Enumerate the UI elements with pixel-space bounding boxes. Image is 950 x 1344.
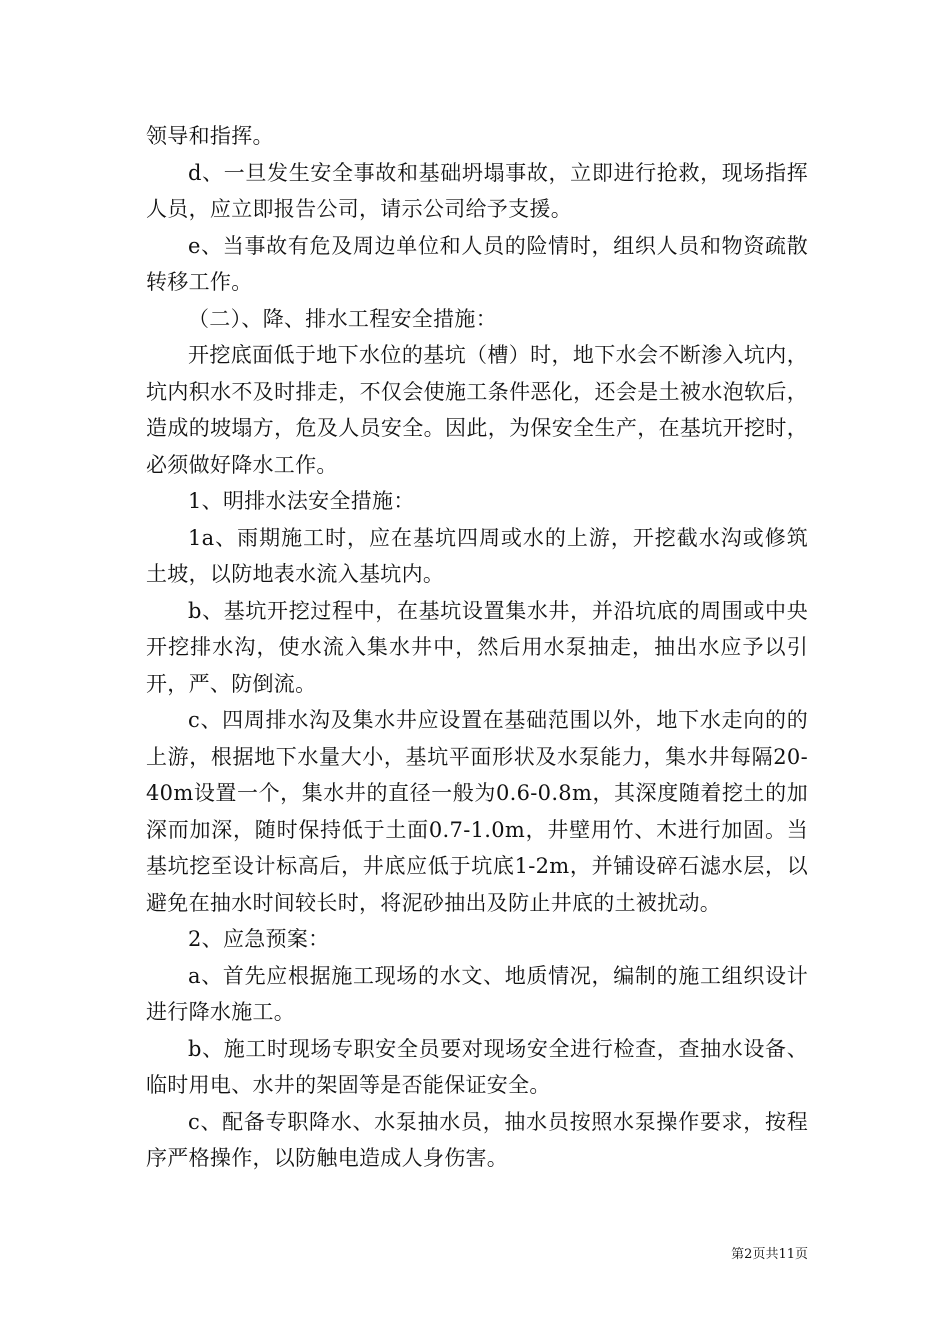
paragraph: b、施工时现场专职安全员要对现场安全进行检查，查抽水设备、临时用电、水井的架固等是否能保证安全。	[146, 1036, 808, 1097]
paragraph: c、配备专职降水、水泵抽水员，抽水员按照水泵操作要求，按程序严格操作，以防触电造成人身伤害。	[146, 1109, 808, 1170]
document-body	[146, 118, 808, 1177]
paragraph: d、一旦发生安全事故和基础坍塌事故，立即进行抢救，现场指挥人员，应立即报告公司，请示公司给予支援。	[146, 160, 808, 221]
paragraph: 2、应急预案：	[188, 927, 330, 951]
paragraph: （二）、降、排水工程安全措施：	[188, 306, 497, 331]
paragraph: b、基坑开挖过程中，在基坑设置集水井，并沿坑底的周围或中央开挖排水沟，使水流入集水井中，然后用水泵抽走，抽出水应予以引开，严、防倒流。	[146, 598, 808, 696]
paragraph: c、四周排水沟及集水井应设置在基础范围以外，地下水走向的的上游，根据地下水量大小，基坑平面形状及水泵能力，集水井每隔20-40m设置一个，集水井的直径一般为0.6-0.8m，其深度随着挖土的加深而加深，随时保持低于土面0.7-1.0m，井壁用竹、木进行加固。当基坑挖至设计标高后，井底应低于坑底1-2m，并铺设碎石滤水层，以避免在抽水时间较长时，将泥砂抽出及防止井底的土被扰动。	[146, 708, 808, 915]
paragraph: e、当事故有危及周边单位和人员的险情时，组织人员和物资疏散转移工作。	[146, 233, 808, 294]
paragraph: 1a、雨期施工时，应在基坑四周或水的上游，开挖截水沟或修筑土坡，以防地表水流入基坑内。	[146, 525, 808, 586]
paragraph: a、首先应根据施工现场的水文、地质情况，编制的施工组织设计进行降水施工。	[146, 963, 808, 1024]
paragraph: 开挖底面低于地下水位的基坑（槽）时，地下水会不断渗入坑内，坑内积水不及时排走，不仅会使施工条件恶化，还会是土被水泡软后，造成的坡塌方，危及人员安全。因此，为保安全生产，在基坑开挖时，必须做好降水工作。	[146, 343, 808, 477]
paragraph: 领导和指挥。	[146, 124, 274, 148]
paragraph: 1、明排水法安全措施：	[188, 489, 415, 513]
page-number: 第2页共11页	[731, 1247, 808, 1262]
